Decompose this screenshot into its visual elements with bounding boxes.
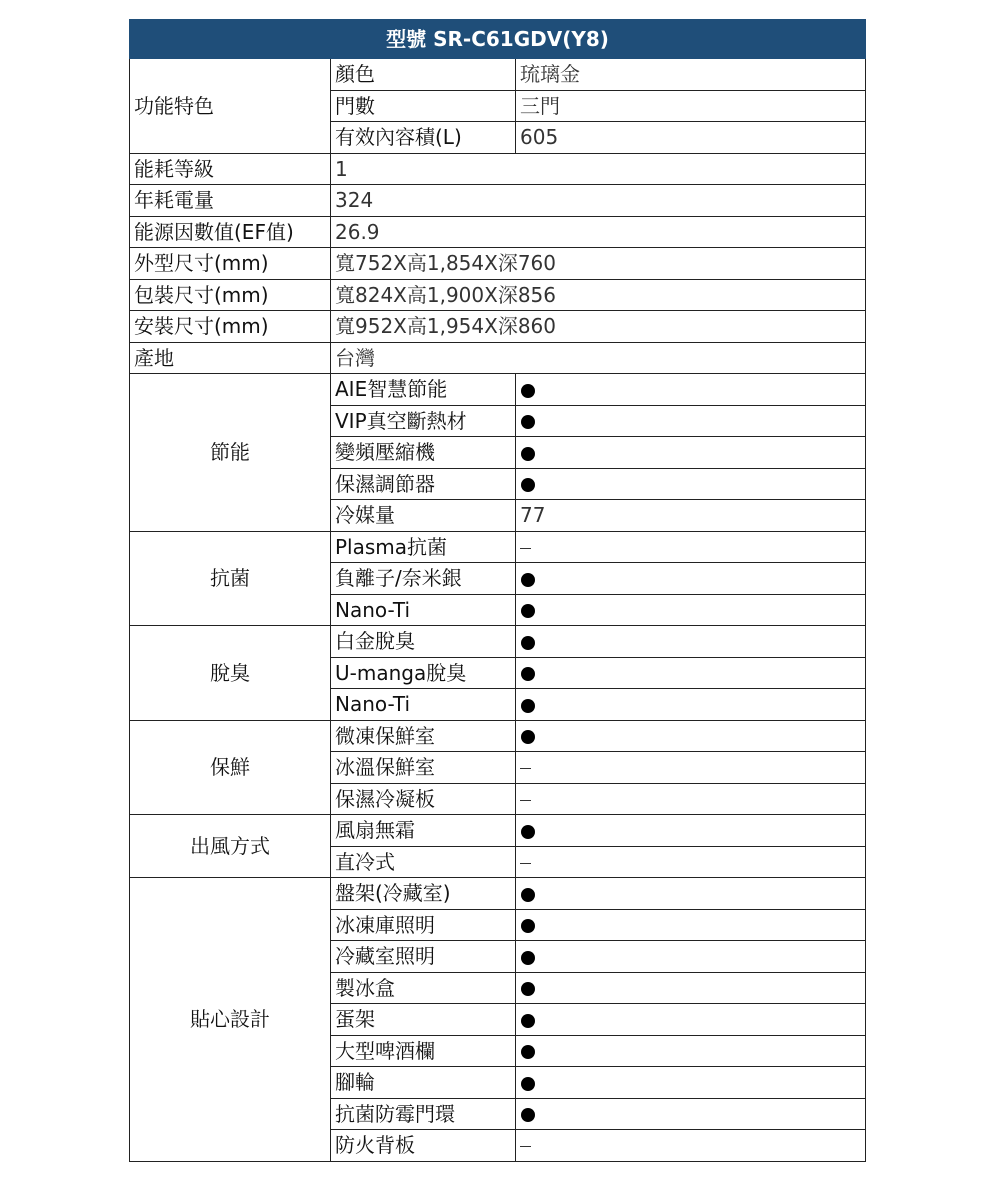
basic-label: 產地 bbox=[130, 342, 331, 374]
spec-item-label: AIE智慧節能 bbox=[331, 374, 516, 406]
basic-label: 安裝尺寸(mm) bbox=[130, 311, 331, 343]
filled-dot-icon bbox=[521, 982, 535, 996]
spec-item-label: Plasma抗菌 bbox=[331, 531, 516, 563]
spec-item-label: Nano-Ti bbox=[331, 594, 516, 626]
spec-item-value bbox=[516, 657, 866, 689]
spec-item-value bbox=[516, 815, 866, 847]
spec-item-label: U-manga脫臭 bbox=[331, 657, 516, 689]
spec-item-value bbox=[516, 720, 866, 752]
model-title: 型號 SR-C61GDV(Y8) bbox=[130, 20, 866, 59]
title-row bbox=[130, 20, 866, 59]
spec-row bbox=[130, 878, 866, 910]
color-value: 琉璃金 bbox=[516, 59, 866, 91]
spec-item-label: Nano-Ti bbox=[331, 689, 516, 721]
basic-label: 能源因數值(EF值) bbox=[130, 216, 331, 248]
filled-dot-icon bbox=[521, 415, 535, 429]
basic-row bbox=[130, 311, 866, 343]
spec-item-value bbox=[516, 1130, 866, 1162]
spec-table bbox=[129, 19, 866, 1162]
spec-item-value bbox=[516, 594, 866, 626]
spec-item-label: 變頻壓縮機 bbox=[331, 437, 516, 469]
spec-item-label: 負離子/奈米銀 bbox=[331, 563, 516, 595]
spec-item-label: 冷媒量 bbox=[331, 500, 516, 532]
basic-value: 寬752X高1,854X深760 bbox=[331, 248, 866, 280]
group-label: 節能 bbox=[130, 374, 331, 532]
basic-row bbox=[130, 185, 866, 217]
spec-item-label: 冰溫保鮮室 bbox=[331, 752, 516, 784]
spec-item-label: 製冰盒 bbox=[331, 972, 516, 1004]
filled-dot-icon bbox=[521, 825, 535, 839]
spec-item-value bbox=[516, 468, 866, 500]
filled-dot-icon bbox=[521, 919, 535, 933]
basic-row bbox=[130, 216, 866, 248]
filled-dot-icon bbox=[521, 951, 535, 965]
spec-row bbox=[130, 720, 866, 752]
filled-dot-icon bbox=[521, 636, 535, 650]
basic-value: 1 bbox=[331, 153, 866, 185]
spec-item-value bbox=[516, 689, 866, 721]
dash-icon bbox=[520, 800, 531, 801]
spec-item-value bbox=[516, 1004, 866, 1036]
filled-dot-icon bbox=[521, 447, 535, 461]
color-label: 顏色 bbox=[331, 59, 516, 91]
filled-dot-icon bbox=[521, 1045, 535, 1059]
filled-dot-icon bbox=[521, 1108, 535, 1122]
dash-icon bbox=[520, 548, 531, 549]
basic-row bbox=[130, 153, 866, 185]
spec-item-value bbox=[516, 1067, 866, 1099]
capacity-label: 有效內容積(L) bbox=[331, 122, 516, 154]
basic-row bbox=[130, 279, 866, 311]
spec-item-label: 白金脫臭 bbox=[331, 626, 516, 658]
spec-item-value bbox=[516, 846, 866, 878]
basic-label: 外型尺寸(mm) bbox=[130, 248, 331, 280]
spec-item-label: 冰凍庫照明 bbox=[331, 909, 516, 941]
filled-dot-icon bbox=[521, 573, 535, 587]
spec-item-label: 風扇無霜 bbox=[331, 815, 516, 847]
filled-dot-icon bbox=[521, 604, 535, 618]
spec-row bbox=[130, 531, 866, 563]
filled-dot-icon bbox=[521, 1014, 535, 1028]
spec-item-value bbox=[516, 374, 866, 406]
spec-item-value bbox=[516, 909, 866, 941]
feature-group-label: 功能特色 bbox=[130, 59, 331, 154]
spec-item-value bbox=[516, 437, 866, 469]
filled-dot-icon bbox=[521, 888, 535, 902]
filled-dot-icon bbox=[521, 478, 535, 492]
spec-row bbox=[130, 374, 866, 406]
spec-item-label: 盤架(冷藏室) bbox=[331, 878, 516, 910]
group-label: 貼心設計 bbox=[130, 878, 331, 1162]
spec-item-value bbox=[516, 405, 866, 437]
spec-item-label: 抗菌防霉門環 bbox=[331, 1098, 516, 1130]
group-label: 脫臭 bbox=[130, 626, 331, 721]
spec-item-value bbox=[516, 752, 866, 784]
basic-label: 能耗等級 bbox=[130, 153, 331, 185]
filled-dot-icon bbox=[521, 384, 535, 398]
dash-icon bbox=[520, 768, 531, 769]
group-label: 保鮮 bbox=[130, 720, 331, 815]
spec-item-value bbox=[516, 531, 866, 563]
spec-item-value bbox=[516, 972, 866, 1004]
spec-item-label: 蛋架 bbox=[331, 1004, 516, 1036]
spec-item-label: VIP真空斷熱材 bbox=[331, 405, 516, 437]
spec-item-value bbox=[516, 1035, 866, 1067]
basic-row bbox=[130, 342, 866, 374]
doors-label: 門數 bbox=[331, 90, 516, 122]
spec-item-value bbox=[516, 783, 866, 815]
spec-item-value bbox=[516, 626, 866, 658]
basic-value: 26.9 bbox=[331, 216, 866, 248]
basic-value: 台灣 bbox=[331, 342, 866, 374]
basic-row bbox=[130, 248, 866, 280]
spec-item-label: 保濕冷凝板 bbox=[331, 783, 516, 815]
spec-item-label: 防火背板 bbox=[331, 1130, 516, 1162]
spec-item-value bbox=[516, 563, 866, 595]
spec-item-label: 保濕調節器 bbox=[331, 468, 516, 500]
spec-row bbox=[130, 815, 866, 847]
capacity-value: 605 bbox=[516, 122, 866, 154]
spec-item-label: 微凍保鮮室 bbox=[331, 720, 516, 752]
filled-dot-icon bbox=[521, 667, 535, 681]
spec-row bbox=[130, 626, 866, 658]
spec-item-label: 大型啤酒欄 bbox=[331, 1035, 516, 1067]
feature-row-color bbox=[130, 59, 866, 91]
doors-value: 三門 bbox=[516, 90, 866, 122]
spec-item-value bbox=[516, 878, 866, 910]
dash-icon bbox=[520, 1146, 531, 1147]
basic-label: 包裝尺寸(mm) bbox=[130, 279, 331, 311]
spec-item-value bbox=[516, 941, 866, 973]
filled-dot-icon bbox=[521, 730, 535, 744]
spec-item-label: 直冷式 bbox=[331, 846, 516, 878]
basic-value: 寬952X高1,954X深860 bbox=[331, 311, 866, 343]
dash-icon bbox=[520, 863, 531, 864]
group-label: 出風方式 bbox=[130, 815, 331, 878]
group-label: 抗菌 bbox=[130, 531, 331, 626]
spec-item-label: 腳輪 bbox=[331, 1067, 516, 1099]
basic-label: 年耗電量 bbox=[130, 185, 331, 217]
basic-value: 寬824X高1,900X深856 bbox=[331, 279, 866, 311]
basic-value: 324 bbox=[331, 185, 866, 217]
filled-dot-icon bbox=[521, 699, 535, 713]
spec-item-value bbox=[516, 1098, 866, 1130]
spec-item-value: 77 bbox=[516, 500, 866, 532]
spec-item-label: 冷藏室照明 bbox=[331, 941, 516, 973]
filled-dot-icon bbox=[521, 1077, 535, 1091]
spec-table-body bbox=[130, 20, 866, 1162]
